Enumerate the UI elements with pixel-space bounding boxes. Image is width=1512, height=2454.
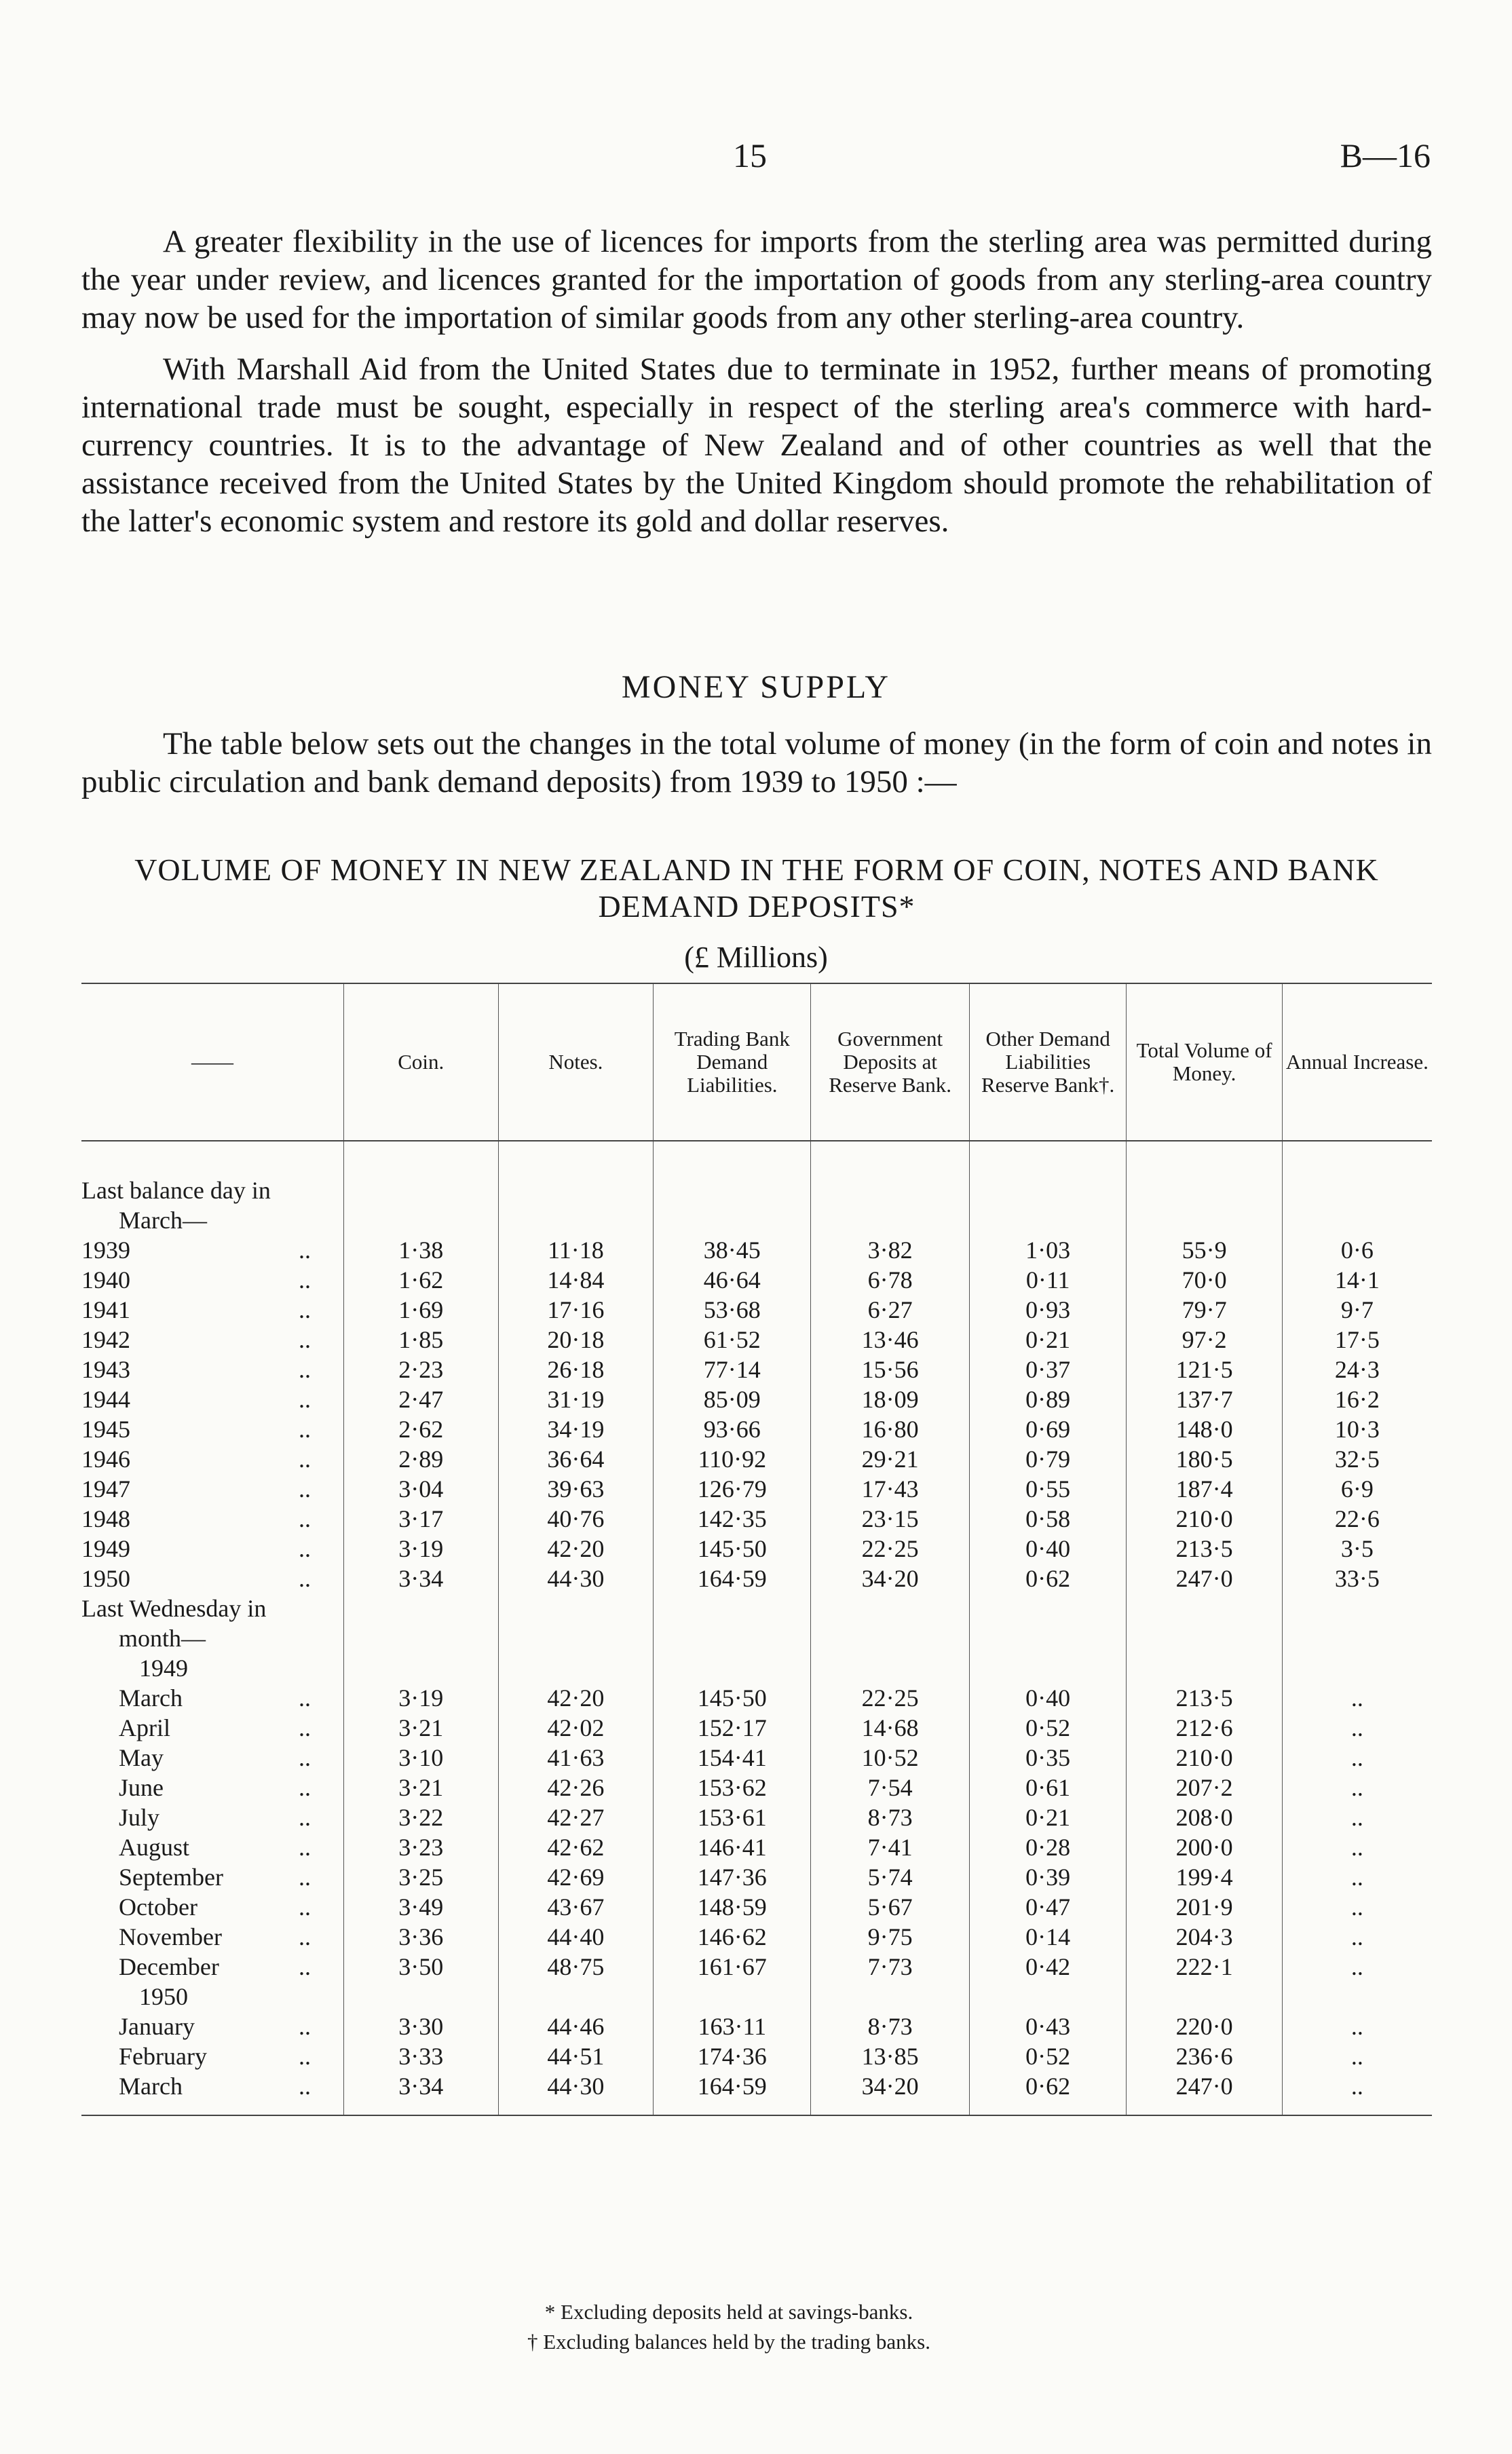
- intro-text: [81, 725, 1432, 801]
- cell-coin: 3·49: [344, 1892, 499, 1922]
- cell-other: 0·37: [969, 1355, 1127, 1384]
- cell-notes: 44·46: [498, 2012, 654, 2041]
- cell-increase: 33·5: [1282, 1564, 1432, 1593]
- cell-coin: 3·34: [344, 2071, 499, 2115]
- cell-coin: 3·36: [344, 1922, 499, 1952]
- cell-trading: 146·41: [654, 1832, 811, 1862]
- row-group-label: month—: [119, 1625, 206, 1652]
- cell-govt: 7·41: [811, 1832, 970, 1862]
- cell-other: 0·47: [969, 1892, 1127, 1922]
- cell-increase: ..: [1282, 1862, 1432, 1892]
- cell-govt: 29·21: [811, 1444, 970, 1474]
- cell-notes: 42·20: [498, 1683, 654, 1713]
- cell-other: 0·28: [969, 1832, 1127, 1862]
- cell-other: 0·62: [969, 1564, 1127, 1593]
- cell-other: 0·43: [969, 2012, 1127, 2041]
- row-group-label: March—: [119, 1207, 207, 1234]
- cell-notes: 26·18: [498, 1355, 654, 1384]
- footnote-asterisk: * Excluding deposits held at savings-banks.: [544, 2300, 913, 2324]
- cell-trading: 163·11: [654, 2012, 811, 2041]
- cell-total: 201·9: [1127, 1892, 1282, 1922]
- header-trading-bank: Trading Bank Demand Liabilities.: [654, 983, 811, 1141]
- leader-dots: ..: [299, 1684, 311, 1712]
- table-row: [81, 1265, 1432, 1295]
- cell-notes: 42·02: [498, 1713, 654, 1743]
- cell-notes: 42·26: [498, 1773, 654, 1802]
- row-label: 1948: [81, 1505, 130, 1532]
- cell-increase: 10·3: [1282, 1414, 1432, 1444]
- leader-dots: ..: [299, 1744, 311, 1771]
- cell-increase: ..: [1282, 2071, 1432, 2115]
- leader-dots: ..: [299, 2013, 311, 2040]
- leader-dots: ..: [299, 2073, 311, 2100]
- cell-govt: 22·25: [811, 1534, 970, 1564]
- row-label: 1940: [81, 1266, 130, 1294]
- cell-trading: 152·17: [654, 1713, 811, 1743]
- cell-trading: 164·59: [654, 2071, 811, 2115]
- table-caption: VOLUME OF MONEY IN NEW ZEALAND IN THE FORM OF COIN, NOTES AND BANK DEMAND DEPOSITS*: [134, 852, 1379, 924]
- cell-total: 180·5: [1127, 1444, 1282, 1474]
- cell-increase: ..: [1282, 1802, 1432, 1832]
- cell-other: 0·21: [969, 1802, 1127, 1832]
- cell-notes: 42·27: [498, 1802, 654, 1832]
- cell-coin: 3·25: [344, 1862, 499, 1892]
- cell-total: 70·0: [1127, 1265, 1282, 1295]
- cell-other: 0·79: [969, 1444, 1127, 1474]
- header-total-volume: Total Volume of Money.: [1127, 983, 1282, 1141]
- leader-dots: ..: [299, 1804, 311, 1831]
- header-coin: Coin.: [344, 983, 499, 1141]
- row-label: 1949: [81, 1535, 130, 1562]
- cell-total: 200·0: [1127, 1832, 1282, 1862]
- cell-notes: 42·62: [498, 1832, 654, 1862]
- cell-other: 1·03: [969, 1235, 1127, 1265]
- cell-total: 121·5: [1127, 1355, 1282, 1384]
- table-row: [81, 1862, 1432, 1892]
- cell-total: 210·0: [1127, 1743, 1282, 1773]
- cell-increase: 17·5: [1282, 1325, 1432, 1355]
- cell-other: 0·69: [969, 1414, 1127, 1444]
- cell-other: 0·40: [969, 1534, 1127, 1564]
- cell-coin: 3·10: [344, 1743, 499, 1773]
- cell-govt: 5·74: [811, 1862, 970, 1892]
- cell-trading: 145·50: [654, 1683, 811, 1713]
- cell-coin: 3·21: [344, 1773, 499, 1802]
- cell-coin: 3·22: [344, 1802, 499, 1832]
- leader-dots: ..: [299, 1266, 311, 1294]
- cell-other: 0·11: [969, 1265, 1127, 1295]
- leader-dots: ..: [299, 1296, 311, 1323]
- cell-coin: 3·21: [344, 1713, 499, 1743]
- cell-coin: 3·23: [344, 1832, 499, 1862]
- cell-total: 187·4: [1127, 1474, 1282, 1504]
- cell-notes: 41·63: [498, 1743, 654, 1773]
- cell-other: 0·39: [969, 1862, 1127, 1892]
- cell-govt: 6·27: [811, 1295, 970, 1325]
- cell-other: 0·62: [969, 2071, 1127, 2115]
- cell-trading: 174·36: [654, 2041, 811, 2071]
- table-row: [81, 1325, 1432, 1355]
- cell-other: 0·89: [969, 1384, 1127, 1414]
- cell-total: 204·3: [1127, 1922, 1282, 1952]
- table-row: [81, 1802, 1432, 1832]
- cell-coin: 2·62: [344, 1414, 499, 1444]
- cell-total: 148·0: [1127, 1414, 1282, 1444]
- cell-govt: 34·20: [811, 1564, 970, 1593]
- cell-trading: 164·59: [654, 1564, 811, 1593]
- table-row: [81, 1295, 1432, 1325]
- cell-other: 0·42: [969, 1952, 1127, 1982]
- cell-increase: ..: [1282, 2041, 1432, 2071]
- cell-notes: 44·30: [498, 1564, 654, 1593]
- cell-total: 213·5: [1127, 1534, 1282, 1564]
- leader-dots: ..: [299, 1416, 311, 1443]
- cell-govt: 8·73: [811, 1802, 970, 1832]
- cell-total: 213·5: [1127, 1683, 1282, 1713]
- row-label: 1941: [81, 1296, 130, 1323]
- cell-govt: 7·73: [811, 1952, 970, 1982]
- cell-govt: 8·73: [811, 2012, 970, 2041]
- footnotes: [0, 2297, 1512, 2357]
- cell-increase: ..: [1282, 1892, 1432, 1922]
- cell-trading: 154·41: [654, 1743, 811, 1773]
- cell-govt: 15·56: [811, 1355, 970, 1384]
- table-row: [81, 1922, 1432, 1952]
- cell-coin: 3·34: [344, 1564, 499, 1593]
- document-code: B—16: [1340, 136, 1431, 174]
- table-row: [81, 1773, 1432, 1802]
- cell-govt: 13·85: [811, 2041, 970, 2071]
- table-row: [81, 1355, 1432, 1384]
- cell-other: 0·40: [969, 1683, 1127, 1713]
- row-label: May: [119, 1744, 164, 1771]
- cell-total: 220·0: [1127, 2012, 1282, 2041]
- cell-trading: 110·92: [654, 1444, 811, 1474]
- table-row: [81, 2012, 1432, 2041]
- cell-govt: 13·46: [811, 1325, 970, 1355]
- cell-notes: 17·16: [498, 1295, 654, 1325]
- cell-trading: 161·67: [654, 1952, 811, 1982]
- cell-trading: 38·45: [654, 1235, 811, 1265]
- cell-other: 0·61: [969, 1773, 1127, 1802]
- cell-notes: 39·63: [498, 1474, 654, 1504]
- leader-dots: ..: [299, 1505, 311, 1532]
- cell-other: 0·52: [969, 2041, 1127, 2071]
- cell-increase: 9·7: [1282, 1295, 1432, 1325]
- paragraph-table-intro: The table below sets out the changes in the total volume of money (in the form of coin and notes in public circulation and bank demand deposits) from 1939 to 1950 :—: [81, 726, 1432, 799]
- cell-coin: 3·04: [344, 1474, 499, 1504]
- table-row: [81, 1832, 1432, 1862]
- row-label: March: [119, 1684, 183, 1712]
- table-row: [81, 1713, 1432, 1743]
- cell-coin: 3·30: [344, 2012, 499, 2041]
- cell-govt: 3·82: [811, 1235, 970, 1265]
- cell-notes: 43·67: [498, 1892, 654, 1922]
- cell-total: 207·2: [1127, 1773, 1282, 1802]
- table-row: [81, 2071, 1432, 2115]
- cell-increase: 22·6: [1282, 1504, 1432, 1534]
- cell-trading: 126·79: [654, 1474, 811, 1504]
- cell-total: 79·7: [1127, 1295, 1282, 1325]
- table-header-row: [81, 983, 1432, 1141]
- cell-increase: 0·6: [1282, 1235, 1432, 1265]
- cell-total: 236·6: [1127, 2041, 1282, 2071]
- leader-dots: ..: [299, 1893, 311, 1921]
- cell-trading: 147·36: [654, 1862, 811, 1892]
- cell-increase: ..: [1282, 1773, 1432, 1802]
- leader-dots: ..: [299, 1356, 311, 1383]
- cell-other: 0·93: [969, 1295, 1127, 1325]
- leader-dots: ..: [299, 1446, 311, 1473]
- cell-increase: ..: [1282, 1713, 1432, 1743]
- cell-total: 55·9: [1127, 1235, 1282, 1265]
- cell-coin: 3·50: [344, 1952, 499, 1982]
- cell-trading: 146·62: [654, 1922, 811, 1952]
- leader-dots: ..: [299, 1953, 311, 1980]
- table-row: [81, 1534, 1432, 1564]
- group-label-row: [81, 1593, 1432, 1623]
- spacer-row: [81, 1141, 1432, 1175]
- cell-notes: 42·20: [498, 1534, 654, 1564]
- paragraph-marshall-aid: With Marshall Aid from the United States due to terminate in 1952, further means of promoting international trade must be sought, especially in respect of the sterling area's commerce with hard-currency countries. It is to the advantage of New Zealand and of other countries as well that the assistance received from the United States by the United Kingdom should promote the rehabilitation of the latter's economic system and restore its gold and dollar reserves.: [81, 352, 1432, 539]
- cell-trading: 142·35: [654, 1504, 811, 1534]
- row-label: November: [119, 1923, 222, 1950]
- table-row: [81, 1564, 1432, 1593]
- row-label: August: [119, 1834, 190, 1861]
- header-other-demand: Other Demand Liabilities Reserve Bank†.: [969, 983, 1127, 1141]
- paragraph-sterling-licences: A greater flexibility in the use of licences for imports from the sterling area was permitted during the year under review, and licences granted for the importation of goods from any sterling-area country may now be used for the importation of similar goods from any other sterling-area country.: [81, 224, 1432, 335]
- leader-dots: ..: [299, 1475, 311, 1503]
- leader-dots: ..: [299, 1535, 311, 1562]
- cell-total: 212·6: [1127, 1713, 1282, 1743]
- cell-coin: 2·89: [344, 1444, 499, 1474]
- leader-dots: ..: [299, 1326, 311, 1353]
- table-row: [81, 1683, 1432, 1713]
- cell-govt: 34·20: [811, 2071, 970, 2115]
- row-group-label: 1949: [139, 1655, 188, 1682]
- row-label: September: [119, 1864, 223, 1891]
- cell-trading: 145·50: [654, 1534, 811, 1564]
- row-label: 1943: [81, 1356, 130, 1383]
- table-row: [81, 1235, 1432, 1265]
- cell-total: 199·4: [1127, 1862, 1282, 1892]
- cell-trading: 53·68: [654, 1295, 811, 1325]
- row-label: 1947: [81, 1475, 130, 1503]
- row-label: 1942: [81, 1326, 130, 1353]
- table-row: [81, 1952, 1432, 1982]
- cell-trading: 93·66: [654, 1414, 811, 1444]
- cell-total: 97·2: [1127, 1325, 1282, 1355]
- year-label-row: [81, 1653, 1432, 1683]
- cell-govt: 23·15: [811, 1504, 970, 1534]
- row-group-label: 1950: [139, 1983, 188, 2010]
- cell-govt: 16·80: [811, 1414, 970, 1444]
- cell-total: 247·0: [1127, 2071, 1282, 2115]
- cell-coin: 1·38: [344, 1235, 499, 1265]
- cell-notes: 34·19: [498, 1414, 654, 1444]
- row-label: 1950: [81, 1565, 130, 1592]
- table-row: [81, 1414, 1432, 1444]
- cell-coin: 1·85: [344, 1325, 499, 1355]
- cell-other: 0·52: [969, 1713, 1127, 1743]
- cell-increase: ..: [1282, 1683, 1432, 1713]
- cell-coin: 3·19: [344, 1534, 499, 1564]
- cell-coin: 2·47: [344, 1384, 499, 1414]
- header-annual-increase: Annual Increase.: [1282, 983, 1432, 1141]
- table-row: [81, 2041, 1432, 2071]
- cell-notes: 20·18: [498, 1325, 654, 1355]
- row-group-label: Last balance day in: [81, 1177, 271, 1204]
- group-label-row: [81, 1623, 1432, 1653]
- header-government-deposits: Government Deposits at Reserve Bank.: [811, 983, 970, 1141]
- cell-increase: ..: [1282, 1743, 1432, 1773]
- cell-other: 0·55: [969, 1474, 1127, 1504]
- cell-notes: 42·69: [498, 1862, 654, 1892]
- cell-increase: 32·5: [1282, 1444, 1432, 1474]
- cell-coin: 2·23: [344, 1355, 499, 1384]
- cell-notes: 36·64: [498, 1444, 654, 1474]
- cell-coin: 1·62: [344, 1265, 499, 1295]
- leader-dots: ..: [299, 1386, 311, 1413]
- table-row: [81, 1384, 1432, 1414]
- cell-increase: ..: [1282, 1832, 1432, 1862]
- cell-other: 0·35: [969, 1743, 1127, 1773]
- leader-dots: ..: [299, 1237, 311, 1264]
- cell-other: 0·21: [969, 1325, 1127, 1355]
- cell-govt: 18·09: [811, 1384, 970, 1414]
- table-units: (£ Millions): [684, 941, 828, 974]
- row-label: June: [119, 1774, 164, 1801]
- group-label-row: [81, 1205, 1432, 1235]
- cell-increase: ..: [1282, 1952, 1432, 1982]
- row-label: October: [119, 1893, 197, 1921]
- cell-govt: 6·78: [811, 1265, 970, 1295]
- table-row: [81, 1504, 1432, 1534]
- cell-notes: 31·19: [498, 1384, 654, 1414]
- cell-trading: 148·59: [654, 1892, 811, 1922]
- cell-notes: 11·18: [498, 1235, 654, 1265]
- cell-coin: 3·33: [344, 2041, 499, 2071]
- cell-govt: 5·67: [811, 1892, 970, 1922]
- cell-other: 0·58: [969, 1504, 1127, 1534]
- cell-total: 208·0: [1127, 1802, 1282, 1832]
- cell-trading: 77·14: [654, 1355, 811, 1384]
- table-row: [81, 1892, 1432, 1922]
- cell-notes: 14·84: [498, 1265, 654, 1295]
- money-supply-table: [81, 983, 1432, 2116]
- cell-trading: 61·52: [654, 1325, 811, 1355]
- leader-dots: ..: [299, 1774, 311, 1801]
- footnote-dagger: † Excluding balances held by the trading banks.: [527, 2330, 930, 2354]
- cell-govt: 14·68: [811, 1713, 970, 1743]
- row-label: March: [119, 2073, 183, 2100]
- cell-increase: 6·9: [1282, 1474, 1432, 1504]
- page-number: 15: [733, 136, 767, 174]
- group-label-row: [81, 1175, 1432, 1205]
- leader-dots: ..: [299, 1834, 311, 1861]
- cell-notes: 44·40: [498, 1922, 654, 1952]
- cell-govt: 7·54: [811, 1773, 970, 1802]
- cell-other: 0·14: [969, 1922, 1127, 1952]
- header-label: ——: [81, 983, 344, 1141]
- cell-increase: 16·2: [1282, 1384, 1432, 1414]
- row-label: July: [119, 1804, 160, 1831]
- cell-notes: 44·30: [498, 2071, 654, 2115]
- cell-notes: 40·76: [498, 1504, 654, 1534]
- cell-total: 210·0: [1127, 1504, 1282, 1534]
- cell-notes: 44·51: [498, 2041, 654, 2071]
- row-label: 1946: [81, 1446, 130, 1473]
- cell-trading: 153·62: [654, 1773, 811, 1802]
- header-notes: Notes.: [498, 983, 654, 1141]
- year-label-row: [81, 1982, 1432, 2012]
- cell-govt: 10·52: [811, 1743, 970, 1773]
- cell-govt: 9·75: [811, 1922, 970, 1952]
- row-label: April: [119, 1714, 170, 1741]
- body-text: [81, 223, 1432, 554]
- cell-increase: ..: [1282, 1922, 1432, 1952]
- leader-dots: ..: [299, 1864, 311, 1891]
- cell-total: 247·0: [1127, 1564, 1282, 1593]
- row-label: February: [119, 2043, 207, 2070]
- leader-dots: ..: [299, 1923, 311, 1950]
- cell-increase: 24·3: [1282, 1355, 1432, 1384]
- cell-increase: 14·1: [1282, 1265, 1432, 1295]
- row-label: 1939: [81, 1237, 130, 1264]
- row-label: December: [119, 1953, 219, 1980]
- cell-trading: 85·09: [654, 1384, 811, 1414]
- cell-trading: 153·61: [654, 1802, 811, 1832]
- cell-coin: 3·19: [344, 1683, 499, 1713]
- cell-total: 137·7: [1127, 1384, 1282, 1414]
- table-row: [81, 1444, 1432, 1474]
- leader-dots: ..: [299, 1714, 311, 1741]
- cell-coin: 3·17: [344, 1504, 499, 1534]
- cell-increase: 3·5: [1282, 1534, 1432, 1564]
- cell-coin: 1·69: [344, 1295, 499, 1325]
- cell-trading: 46·64: [654, 1265, 811, 1295]
- cell-notes: 48·75: [498, 1952, 654, 1982]
- table-row: [81, 1743, 1432, 1773]
- row-label: 1944: [81, 1386, 130, 1413]
- cell-govt: 17·43: [811, 1474, 970, 1504]
- cell-govt: 22·25: [811, 1683, 970, 1713]
- row-label: 1945: [81, 1416, 130, 1443]
- table-row: [81, 1474, 1432, 1504]
- row-group-label: Last Wednesday in: [81, 1595, 267, 1622]
- cell-total: 222·1: [1127, 1952, 1282, 1982]
- section-title: MONEY SUPPLY: [621, 669, 891, 705]
- leader-dots: ..: [299, 2043, 311, 2070]
- leader-dots: ..: [299, 1565, 311, 1592]
- cell-increase: ..: [1282, 2012, 1432, 2041]
- row-label: January: [119, 2013, 195, 2040]
